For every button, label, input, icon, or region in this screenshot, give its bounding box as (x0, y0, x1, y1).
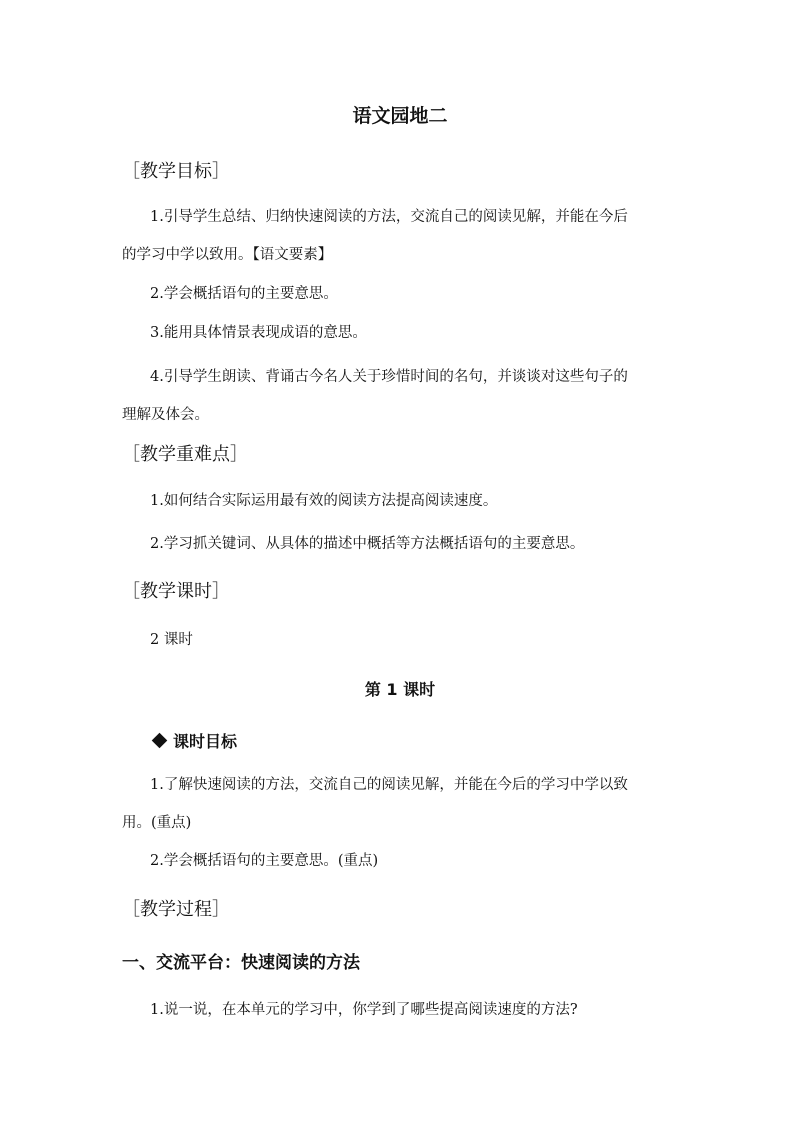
lesson-goal-heading-text: 课时目标 (173, 732, 238, 751)
hours-heading: ［教学课时］ (122, 581, 230, 602)
objective-item-1-line1: 1.引导学生总结、归纳快速阅读的方法，交流自己的阅读见解，并能在今后 (150, 209, 628, 225)
objectives-heading: ［教学目标］ (122, 161, 230, 182)
objective-item-1 (122, 207, 690, 265)
lesson-goal-item-1 (122, 775, 690, 833)
lesson-1-title: 第 1 课时 (364, 680, 436, 699)
lesson-goal-item-1-line1: 1.了解快速阅读的方法，交流自己的阅读见解，并能在今后的学习中学以致 (150, 777, 628, 793)
lesson-goal-heading (150, 731, 237, 753)
objective-item-1-line2: 的学习中学以致用。【语文要素】 (122, 247, 333, 263)
key-point-item-2: 2.学习抓关键词、从具体的描述中概括等方法概括语句的主要意思。 (150, 536, 585, 552)
diamond-bullet-icon (152, 733, 168, 749)
objective-item-4 (122, 367, 690, 425)
document-title: 语文园地二 (352, 105, 448, 127)
objective-item-3: 3.能用具体情景表现成语的意思。 (150, 325, 367, 341)
process-heading: ［教学过程］ (122, 899, 230, 920)
hours-value: 2 课时 (150, 632, 193, 648)
objective-item-4-line1: 4.引导学生朗读、背诵古今名人关于珍惜时间的名句，并谈谈对这些句子的 (150, 369, 628, 385)
objective-item-4-line2: 理解及体会。 (122, 407, 209, 423)
section-1-title: 一、交流平台：快速阅读的方法 (122, 953, 360, 973)
objective-item-2: 2.学会概括语句的主要意思。 (150, 286, 338, 302)
key-points-heading: ［教学重难点］ (122, 444, 248, 465)
section-1-item-1: 1.说一说，在本单元的学习中，你学到了哪些提高阅读速度的方法? (150, 1002, 578, 1018)
lesson-goal-item-2: 2.学会概括语句的主要意思。(重点) (150, 853, 379, 869)
key-point-item-1: 1.如何结合实际运用最有效的阅读方法提高阅读速度。 (150, 493, 498, 509)
lesson-goal-item-1-line2: 用。(重点) (122, 815, 192, 831)
